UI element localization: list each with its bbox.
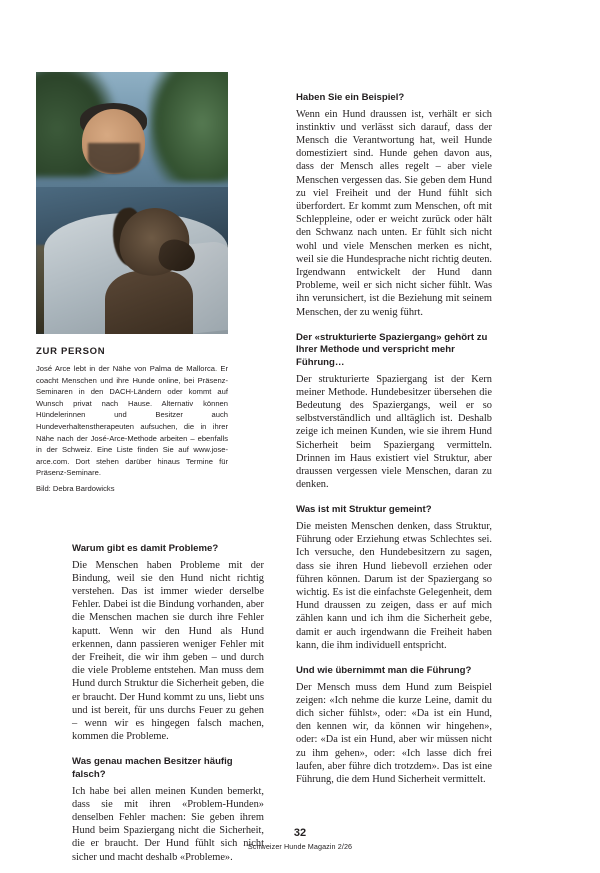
- article-column-left: [72, 543, 264, 864]
- section-paragraph: Der strukturierte Spaziergang ist der Kern meiner Methode. Hundebesitzer übersehen die Bedeutung des Spaziergangs, weil er so selbstverständlich und alltäglich ist. Deshalb zeige ich meinen Kunden, wie sie ihrem Hund Sicherheit beim Spaziergang vermitteln. Drinnen im Haus existiert viel Struktur, aber draussen vergessen viele Menschen, daran zu denken.: [296, 373, 492, 491]
- article-block: [72, 543, 264, 743]
- section-paragraph: Ich habe bei allen meinen Kunden bemerkt, dass sie mit ihren «Problem-Hunden» denselben Fehler machen: Sie geben ihrem Hund beim Spaziergang nicht die Sicherheit, die er braucht. Der Hund fühlt sich nicht sicher und macht deshalb «Probleme».: [72, 785, 264, 863]
- bio-box-title: ZUR PERSON: [36, 346, 106, 357]
- section-heading: Was genau machen Besitzer häufig falsch?: [72, 756, 233, 781]
- photo-beard: [88, 143, 140, 174]
- section-heading: Was ist mit Struktur gemeint?: [296, 504, 432, 516]
- photo-credit: Bild: Debra Bardowicks: [36, 483, 115, 493]
- section-heading: Haben Sie ein Beispiel?: [296, 92, 405, 103]
- article-column-right: [296, 92, 492, 786]
- section-heading: Und wie übernimmt man die Führung?: [296, 665, 472, 677]
- article-block: [296, 92, 492, 319]
- photo-foliage-right: [149, 72, 228, 182]
- page-number: 32: [293, 827, 307, 839]
- section-heading: Warum gibt es damit Probleme?: [72, 543, 219, 554]
- photo-and-bio-column: [36, 72, 228, 495]
- article-block: [296, 504, 492, 652]
- article-block: [296, 332, 492, 492]
- bio-box-text: José Arce lebt in der Nähe von Palma de Mallorca. Er coacht Menschen und ihre Hunde online, bei Präsenz-Seminaren in den DACH-Ländern oder kommt auf Wunsch privat nach Hause. Alternativ können Hündelerinnen und Besitzer auch Hundeverhaltenstherapeuten aufsuchen, die in ihrer Nähe nach der José-Arce-Methode arbeiten – ebenfalls in der Schweiz. Eine Liste finden Sie auf www.jose-arce.com. Dort stehen darüber hinaus Termine für Präsenz-Seminare.: [36, 364, 228, 478]
- section-heading: Der «strukturierte Spaziergang» gehört zu Ihrer Methode und verspricht mehr Führung…: [296, 331, 488, 369]
- article-block: [296, 665, 492, 786]
- section-paragraph: Die Menschen haben Probleme mit der Bindung, weil sie den Hund nicht richtig verstehen. Das ist immer wieder derselbe Fehler. Dabei ist die Bindung vorhanden, aber die Menschen machen sie durch ihre Fehler kaputt. Wenn wir den Hund als Hund erkennen, dann passieren weniger Fehler mit der Freiheit, die wir ihm geben – und durch die viele Probleme entstehen. Man muss dem Hund durch Struktur die Sicherheit geben, die er braucht. Der Hund kommt zu uns, liebt uns und ist bereit, für uns durchs Feuer zu gehen – wenn wir es hingegen falsch machen, kommen die Probleme.: [72, 559, 264, 743]
- portrait-photo: [36, 72, 228, 334]
- photo-dog-body: [105, 271, 193, 334]
- page-footer: [0, 827, 600, 851]
- section-paragraph: Die meisten Menschen denken, dass Struktur, Führung oder Erziehung etwas Schlechtes sei. Ich versuche, den Hundebesitzern zu sagen, dass sie ihren Hund liebevoll erziehen oder führen können. Darum ist der Spaziergang so wichtig. Es ist die einfachste Gelegenheit, dem Hund draussen zu zeigen, dass er auf mich zählen kann und ich ihm die Sicherheit gebe, damit er auch irgendwann die Freiheit haben kann, die ihm individuell entspricht.: [296, 521, 492, 651]
- section-paragraph: Der Mensch muss dem Hund zum Beispiel zeigen: «Ich nehme die kurze Leine, damit du dich sicher fühlst», oder: «Da ist ein Hund, den kennen wir, da können wir hingehen», oder: «Da ist ein Hund, aber wir müssen nicht zu ihm gehen», oder: «Ich lasse dich frei laufen, aber führe dich trotzdem». Das ist eine Führung, die dem Hund Sicherheit vermittelt.: [296, 681, 492, 786]
- publication-name: Schweizer Hunde Magazin 2/26: [247, 842, 353, 851]
- section-paragraph: Wenn ein Hund draussen ist, verhält er sich instinktiv und verlässt sich darauf, dass der Mensch die Verantwortung hat, weil Hunde domestiziert sind. Hunde gehen davon aus, dass der Mensch alles regelt – aber viele Menschen vergessen das. Sie geben dem Hund zu viel Freiheit und der Hund fühlt sich überfordert. Er kommt zum Menschen, oft mit Schleppleine, oder er weicht zurück oder hält den Schwanz nach unten. Er fühlt sich nicht wohl und viele Menschen merken es nicht, weil sie die Hundesprache nicht richtig deuten. Irgendwann entwickelt der Hund dann Probleme, weil er sich nicht sicher fühlt. Was ihn verunsichert, ist die Beziehung mit seinem Menschen, der zu wenig führt.: [296, 108, 492, 318]
